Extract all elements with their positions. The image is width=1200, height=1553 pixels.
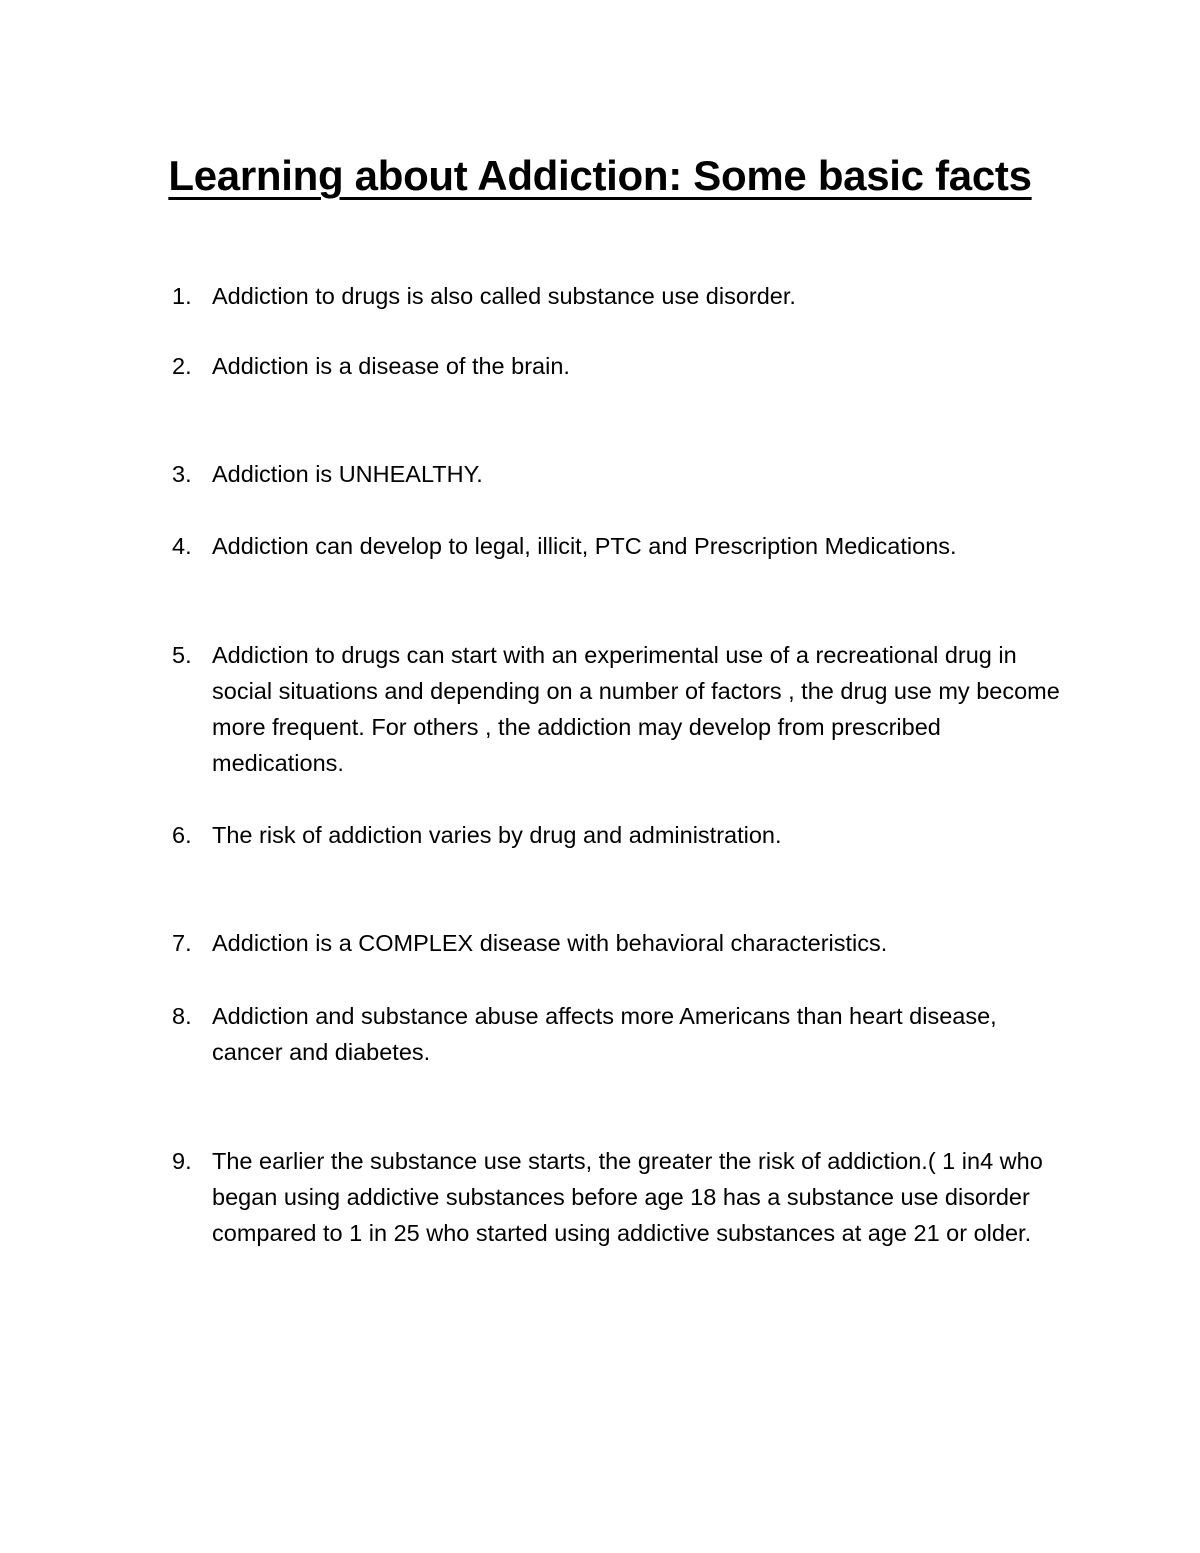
list-item-number: 1. [172, 283, 192, 309]
list-item-number: 8. [172, 1003, 192, 1029]
page-title [0, 148, 1200, 204]
list-item-text: Addiction is UNHEALTHY. [212, 461, 483, 487]
list-item-text: Addiction is a disease of the brain. [212, 353, 570, 379]
list-item-number: 3. [172, 461, 192, 487]
list-item-text: Addiction can develop to legal, illicit, PTC and Prescription Medications. [212, 533, 957, 559]
list-item-text: Addiction is a COMPLEX disease with behavioral characteristics. [212, 930, 888, 956]
list-item-text: Addiction to drugs is also called substance use disorder. [212, 283, 796, 309]
list-item-number: 6. [172, 822, 192, 848]
list-item-text: The earlier the substance use starts, the greater the risk of addiction.( 1 in4 who began using addictive substances before age 18 has a substance use disorder compared to 1 in 25 who started using addictive substances at age 21 or older. [212, 1148, 1043, 1246]
list-item-number: 2. [172, 353, 192, 379]
list-item-number: 5. [172, 642, 192, 668]
list-item-text: Addiction to drugs can start with an experimental use of a recreational drug in social situations and depending on a number of factors , the drug use my become more frequent. For others , the addiction may develop from prescribed medications. [212, 642, 1060, 776]
page-title-text: Learning about Addiction: Some basic facts [168, 152, 1032, 199]
list-item-text: The risk of addiction varies by drug and administration. [212, 822, 782, 848]
list-item-text: Addiction and substance abuse affects more Americans than heart disease, cancer and diabetes. [212, 1003, 997, 1065]
list-item-number: 9. [172, 1148, 192, 1174]
list-item-number: 7. [172, 930, 192, 956]
list-item-number: 4. [172, 533, 192, 559]
